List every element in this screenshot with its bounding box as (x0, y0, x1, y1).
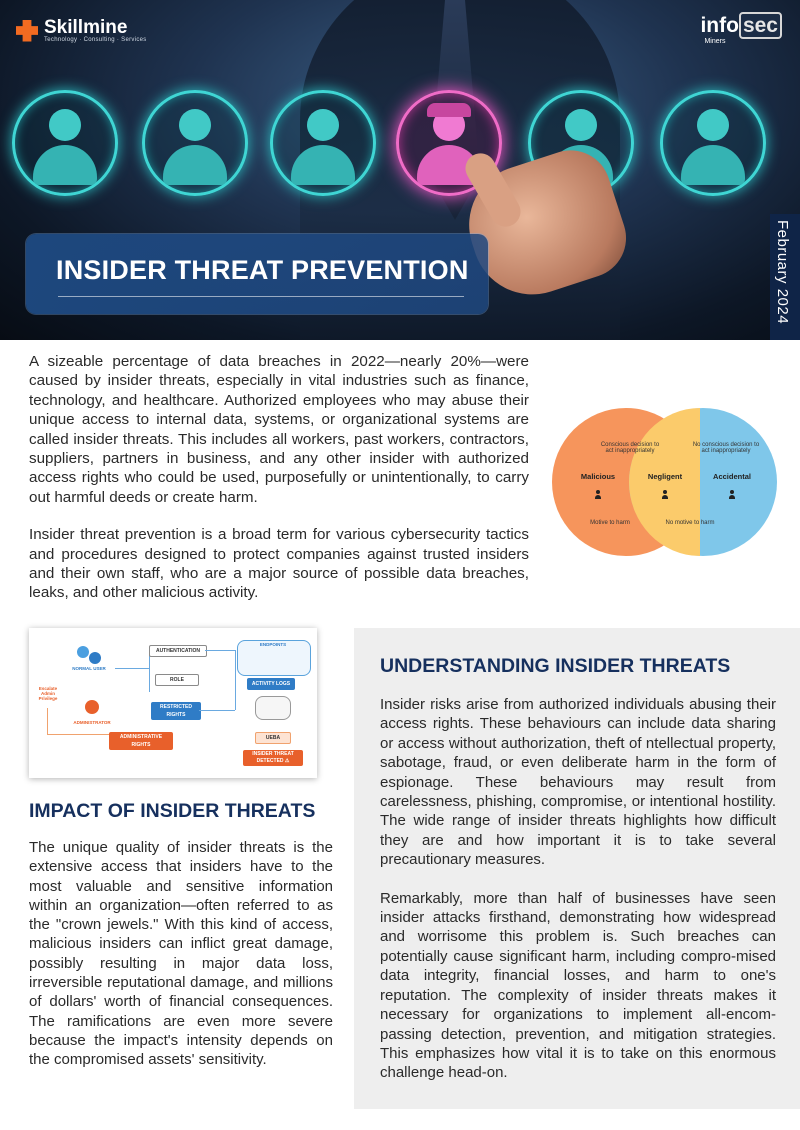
infosec-logo (700, 14, 782, 45)
date-tab (770, 214, 800, 340)
impact-paragraph: The unique quality of insider threats is the extensive access that insiders have to the most valuable and sensitive information within an organization—often referred to as the "crown jewels." With this kind of access, malicious insiders can inflict great damage, possibly resulting in major data loss, irreversible reputational damage, and millions of dollars' worth of financial consequences. The ramifications are even more severe because the impact's intensity depends on the compromised assets' sensitivity. (29, 839, 333, 1069)
infosec-word-b: sec (739, 12, 782, 39)
restricted-rights-box: RESTRICTED RIGHTS (151, 702, 201, 720)
user-icon (12, 90, 118, 196)
skillmine-logo (16, 18, 147, 43)
venn-label-accidental: Accidental (713, 472, 751, 481)
threat-detected-box: INSIDER THREAT DETECTED ⚠ (243, 750, 303, 766)
administrative-rights-box: ADMINISTRATIVE RIGHTS (109, 732, 173, 750)
user-group-icon (89, 652, 101, 664)
person-icon (662, 490, 668, 499)
person-icon (729, 490, 735, 499)
role-box: ROLE (155, 674, 199, 686)
skillmine-mark-icon (16, 20, 38, 42)
user-group-icon (77, 646, 89, 658)
venn-label-malicious: Malicious (580, 472, 616, 481)
user-icon (142, 90, 248, 196)
insider-types-venn (552, 408, 777, 556)
venn-top-right: No conscious decision to act inappropriately (692, 442, 760, 454)
ueba-box: UEBA (255, 732, 291, 744)
understanding-text (380, 695, 776, 1102)
venn-bottom-right: No motive to harm (665, 520, 715, 526)
code-cloud-icon (255, 696, 291, 720)
issue-date: February 2024 (774, 220, 791, 325)
skillmine-tagline: Technology · Consulting · Services (44, 37, 147, 43)
endpoints-label: ENDPOINTS (259, 642, 287, 647)
page-title: INSIDER THREAT PREVENTION (56, 255, 469, 285)
understanding-paragraph: Remarkably, more than half of businesses have seen insider attacks firsthand, demonstrating how widespread and worrisome this problem is. Such breaches can potentially cause significant harm, including compro-mised data integrity, financial losses, and harm to one's reputation. The complexity of insider threats makes it necessary for organizations to implement all-encom-passing detection, prevention, and mitigation strategies. This emphasizes how vital it is to take on this enormous challenge head-on. (380, 889, 776, 1082)
user-icon (660, 90, 766, 196)
skillmine-name: Skillmine (44, 17, 128, 38)
person-icon (595, 490, 601, 499)
title-underline (58, 296, 464, 297)
escalate-label: Escalate Admin Privilege (38, 686, 58, 701)
authentication-box: AUTHENTICATION (149, 645, 207, 657)
venn-top-left: Conscious decision to act inappropriately (600, 442, 660, 454)
hero-banner (0, 0, 800, 340)
understanding-heading: UNDERSTANDING INSIDER THREATS (380, 655, 731, 677)
venn-label-negligent: Negligent (647, 472, 683, 481)
infosec-word-a: info (700, 14, 739, 37)
normal-user-label: NORMAL USER (72, 666, 106, 671)
intro-paragraph: A sizeable percentage of data breaches in 2022—nearly 20%—were caused by insider threats, especially in vital industries such as finance, technology, and healthcare. Authorized employees who may abuse their unique access to internal data, systems, or organizational systems are called insider threats. This includes all workers, past workers, contractors, suppliers, partners in business, and any other insider with authorized access rights who could be used, purposefully or unintentionally, to carry out harmful deeds or create harm. (29, 353, 529, 506)
intro-text (29, 352, 529, 621)
user-icon (270, 90, 376, 196)
infosec-sub: Miners (704, 38, 726, 45)
administrator-icon (85, 700, 99, 714)
intro-paragraph: Insider threat prevention is a broad term for various cybersecurity tactics and procedures designed to protect companies against trusted insiders and their own staff, who are a major source of possible data breaches, leaks, and other malicious activity. (29, 526, 529, 602)
venn-bottom-left: Motive to harm (590, 520, 630, 526)
title-banner (26, 234, 488, 314)
understanding-paragraph: Insider risks arise from authorized individuals abusing their access rights. These behaviours can include data sharing or access without authorization, theft of ntellectual property, sabotage, fraud, or even deliberate harm in the form of espionage. These behaviours may result from carelessness, phishing, compromise, or intentional hostility. The wide range of insider threats highlights how difficult they are and how important it is to take several precautionary measures. (380, 696, 776, 869)
insider-threat-flow-diagram (29, 628, 317, 778)
impact-heading: IMPACT OF INSIDER THREATS (29, 800, 316, 822)
activity-logs-box: ACTIVITY LOGS (247, 678, 295, 690)
administrator-label: ADMINISTRATOR (73, 720, 111, 725)
